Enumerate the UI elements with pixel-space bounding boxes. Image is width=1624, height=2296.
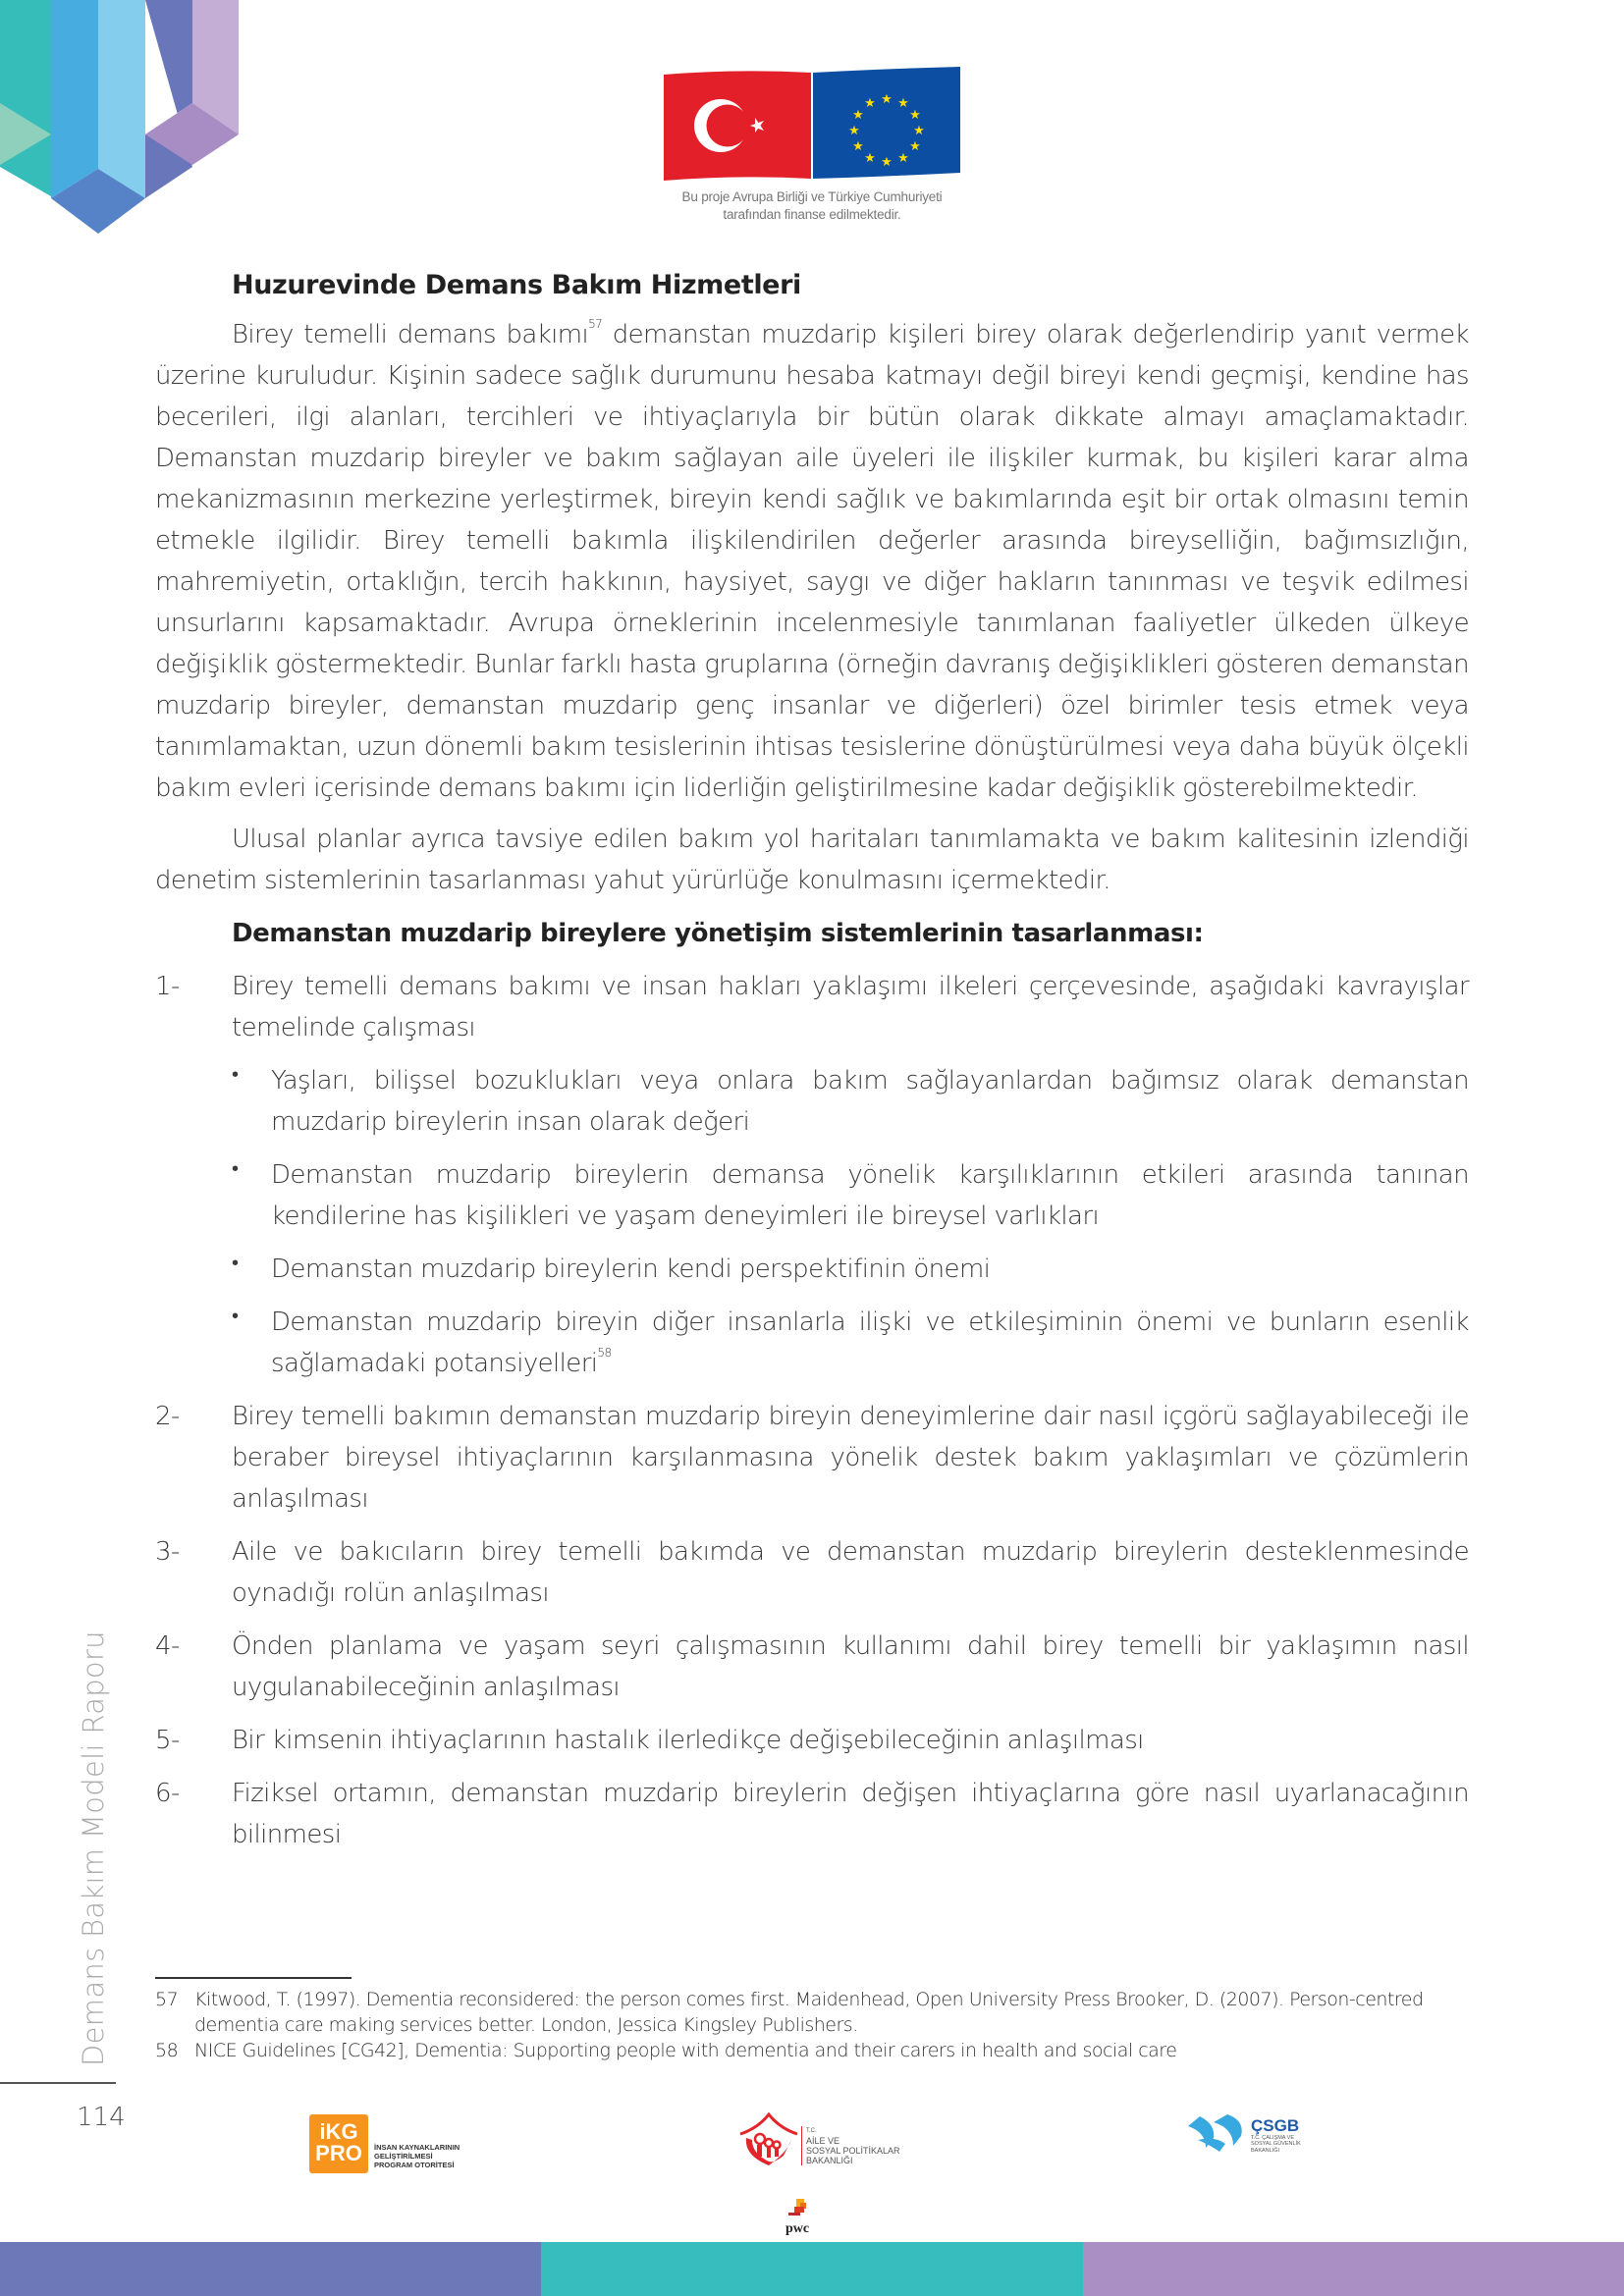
pwc-logo: [785, 2197, 809, 2236]
ikg-mark-line-2: PRO: [315, 2141, 362, 2165]
footnote-number: 57: [155, 1989, 179, 2010]
eu-caption-line-2: tarafından finanse edilmektedir.: [723, 207, 901, 222]
bullet-item: [232, 1249, 1469, 1290]
paragraph-1-rest: demanstan muzdarip kişileri birey olarak değerlendirip yanıt vermek üzerine kuruludur. Kişinin sadece sağlık durumunu hesaba katmayı değil bireyi kendi geçmişi, kendine has becerileri, ilgi alanları, tercihleri ve ihtiyaçlarıyla bir bütün olarak dikkate almayı amaçlamaktadır. Demanstan muzdarip bireyler ve bakım sağlayan aile üyeleri ile ilişkiler kurmak, bu kişileri karar alma mekanizmasının merkezine yerleştirmek, bireyin kendi sağlık ve bakımlarında eşit bir ortak olmasını temin etmekle ilgilidir. Birey temelli bakımla ilişkilendirilen değerler arasında bireyselliğin, bağımsızlığın, mahremiyetin, ortaklığın, tercih hakkının, haysiyet, saygı ve diğer hakların tanınması ve teşvik edilmesi unsurlarını kapsamaktadır. Avrupa örneklerinin incelenmesiyle tanımlanan faaliyetler ülkeden ülkeye değişiklik göstermektedir. Bunlar farklı hasta gruplarına (örneğin davranış değişiklikleri gösteren demanstan muzdarip bireyler, demanstan muzdarip genç insanlar ve diğerleri) özel birimler tesis etmek veya tanımlamaktan, uzun dönemli bakım tesislerinin ihtisas tesislerine dönüştürülmesi veya daha büyük ölçekli bakım evleri içerisinde demans bakımı için liderliğin geliştirilmesine kadar değişiklik gösterebilmektedir.: [155, 320, 1469, 803]
bullet-icon: •: [232, 1304, 239, 1327]
ikg-text-line: PROGRAM OTORİTESİ: [374, 2161, 455, 2169]
bullet-item: [232, 1060, 1469, 1143]
csgb-text-block: [1251, 2117, 1301, 2155]
bullet-icon: •: [232, 1156, 239, 1180]
ikg-pro-logo: [309, 2114, 460, 2173]
main-content: [155, 265, 1469, 1855]
bullet-text-with-footnote: [271, 1302, 1469, 1384]
item-text: Birey temelli demans bakımı ve insan hakları yaklaşımı ilkeleri çerçevesinde, aşağıdaki kavrayışlar temelinde çalışması: [232, 972, 1469, 1042]
svg-text:★: ★: [864, 96, 876, 111]
item-text: Bir kimsenin ihtiyaçlarının hastalık ilerledikçe değişebileceğinin anlaşılması: [232, 1726, 1144, 1755]
bullet-text: Demanstan muzdarip bireyin diğer insanlarla ilişki ve etkileşiminin önemi ve bunların esenlik sağlamadaki potansiyelleri: [271, 1308, 1469, 1378]
item-number: 6-: [155, 1779, 180, 1808]
numbered-item: [155, 1531, 1469, 1614]
bottom-color-bar: [0, 2242, 1624, 2296]
report-title-vertical: Demans Bakım Modeli Raporu: [77, 1630, 110, 2066]
footnote-58: [155, 2038, 1469, 2063]
svg-text:★: ★: [852, 139, 864, 154]
footnote-57: [155, 1987, 1469, 2038]
csgb-logo: [1186, 2112, 1301, 2154]
eu-caption-line-1: Bu proje Avrupa Birliği ve Türkiye Cumhuriyeti: [681, 189, 943, 204]
bullet-icon: •: [232, 1062, 239, 1086]
asp-text-line: SOSYAL POLİTİKALAR: [806, 2146, 900, 2156]
footnote-text: NICE Guidelines [CG42], Dementia: Supporting people with dementia and their carers in health and social care: [194, 2040, 1177, 2061]
ikg-pro-text: [374, 2143, 460, 2169]
item-text: Önden planlama ve yaşam seyri çalışmasının kullanımı dahil birey temelli bir yaklaşımın nasıl uygulanabileceğinin anlaşılması: [232, 1631, 1469, 1702]
numbered-item: [155, 1626, 1469, 1708]
svg-text:★: ★: [852, 108, 864, 123]
item-text: Aile ve bakıcıların birey temelli bakımda ve demanstan muzdarip bireylerin desteklenmesinde oynadığı rolün anlaşılması: [232, 1537, 1469, 1608]
turkey-eu-flags-icon: [660, 67, 964, 183]
paragraph-1-start: Birey temelli demans bakımı: [232, 320, 589, 349]
eu-funding-block: [660, 67, 964, 224]
item-number: 5-: [155, 1726, 180, 1755]
svg-text:★: ★: [897, 96, 909, 111]
item-number: 2-: [155, 1402, 180, 1431]
csgb-title: ÇSGB: [1251, 2115, 1300, 2135]
bar-segment-right: [1083, 2242, 1624, 2296]
bullet-list: [232, 1060, 1469, 1384]
footnote-text: Kitwood, T. (1997). Dementia reconsidered: the person comes first. Maidenhead, Open University Press Brooker, D. (2007). Person-centred dementia care making services better. London, Jessica Kingsley Publishers.: [194, 1989, 1424, 2036]
numbered-item: [155, 1396, 1469, 1520]
item-text: Birey temelli bakımın demanstan muzdarip bireyin deneyimlerine dair nasıl içgörü sağlayabileceği ile beraber bireysel ihtiyaçlarının karşılanmasına yönelik destek bakım yaklaşımları ve çözümlerin anlaşılması: [232, 1402, 1469, 1514]
numbered-item: [155, 1720, 1469, 1761]
eu-funding-caption: [660, 188, 964, 224]
subheading: Demanstan muzdarip bireylere yönetişim sistemlerinin tasarlanması:: [232, 919, 1204, 948]
asp-text-line: BAKANLIĞI: [806, 2156, 853, 2165]
bullet-text: Demanstan muzdarip bireylerin demansa yönelik karşılıklarının etkileri arasında tanınan kendilerine has kişilikleri ve yaşam deneyimleri ile bireysel varlıkları: [271, 1160, 1469, 1231]
corner-decoration: [0, 0, 255, 236]
csgb-text-line: SOSYAL GÜVENLİK: [1251, 2141, 1301, 2147]
footnote-ref-57[interactable]: 57: [588, 317, 603, 331]
bar-segment-middle: [541, 2242, 1082, 2296]
svg-text:★: ★: [881, 92, 893, 107]
family-house-heart-icon: [738, 2112, 799, 2167]
aile-sosyal-politikalar-logo: [738, 2112, 900, 2167]
csgb-wave-icon: [1186, 2112, 1251, 2154]
ikg-text-line: İNSAN KAYNAKLARININ: [374, 2143, 460, 2152]
footnote-divider: [155, 1977, 352, 1979]
item-text: Fiziksel ortamın, demanstan muzdarip bireylerin değişen ihtiyaçlarına göre nasıl uyarlanacağının bilinmesi: [232, 1779, 1469, 1849]
ikg-mark-line-1: iKG: [319, 2119, 358, 2144]
item-number: 3-: [155, 1537, 180, 1567]
asp-text-line: AİLE VE: [806, 2136, 840, 2146]
ikg-text-line: GELİŞTİRİLMESİ: [374, 2152, 433, 2161]
pwc-wordmark: pwc: [785, 2221, 810, 2236]
bullet-icon: •: [232, 1251, 239, 1274]
bar-segment-left: [0, 2242, 541, 2296]
paragraph-2: Ulusal planlar ayrıca tavsiye edilen bakım yol haritaları tanımlamakta ve bakım kalitesinin izlendiği denetim sistemlerinin tasarlanması yahut yürürlüğe konulmasını içermektedir.: [155, 825, 1469, 895]
sidebar-divider: [0, 2082, 116, 2084]
svg-text:★: ★: [897, 151, 909, 166]
pwc-mark-icon: [786, 2197, 808, 2218]
aile-sosyal-politikalar-text: [801, 2126, 900, 2165]
bullet-item: [232, 1154, 1469, 1237]
csgb-subtext: [1251, 2135, 1301, 2155]
footnote-ref-58[interactable]: 58: [597, 1346, 612, 1360]
numbered-item: [155, 1773, 1469, 1855]
csgb-text-line: T.C. ÇALIŞMA VE: [1251, 2134, 1295, 2141]
footnote-number: 58: [155, 2040, 179, 2061]
svg-text:★: ★: [881, 155, 893, 170]
csgb-text-line: BAKANLIĞI: [1251, 2147, 1280, 2154]
svg-text:★: ★: [864, 151, 876, 166]
svg-text:★: ★: [913, 124, 925, 138]
bullet-text: Demanstan muzdarip bireylerin kendi perspektifinin önemi: [271, 1255, 991, 1284]
asp-tc: T.C.: [806, 2128, 817, 2134]
footnotes: [155, 1987, 1469, 2063]
svg-text:★: ★: [909, 108, 921, 123]
bullet-text: Yaşları, bilişsel bozuklukları veya onlara bakım sağlayanlardan bağımsız olarak demanstan muzdarip bireylerin insan olarak değeri: [271, 1066, 1469, 1137]
ikg-pro-mark-icon: [309, 2114, 368, 2173]
svg-text:★: ★: [909, 139, 921, 154]
numbered-item: [155, 966, 1469, 1048]
bullet-item: [232, 1302, 1469, 1384]
item-number: 4-: [155, 1631, 180, 1661]
page-number: 114: [77, 2103, 126, 2132]
section-title: Huzurevinde Demans Bakım Hizmetleri: [232, 270, 801, 300]
paragraph-1: [155, 314, 1469, 809]
svg-text:★: ★: [848, 124, 860, 138]
item-number: 1-: [155, 972, 180, 1001]
